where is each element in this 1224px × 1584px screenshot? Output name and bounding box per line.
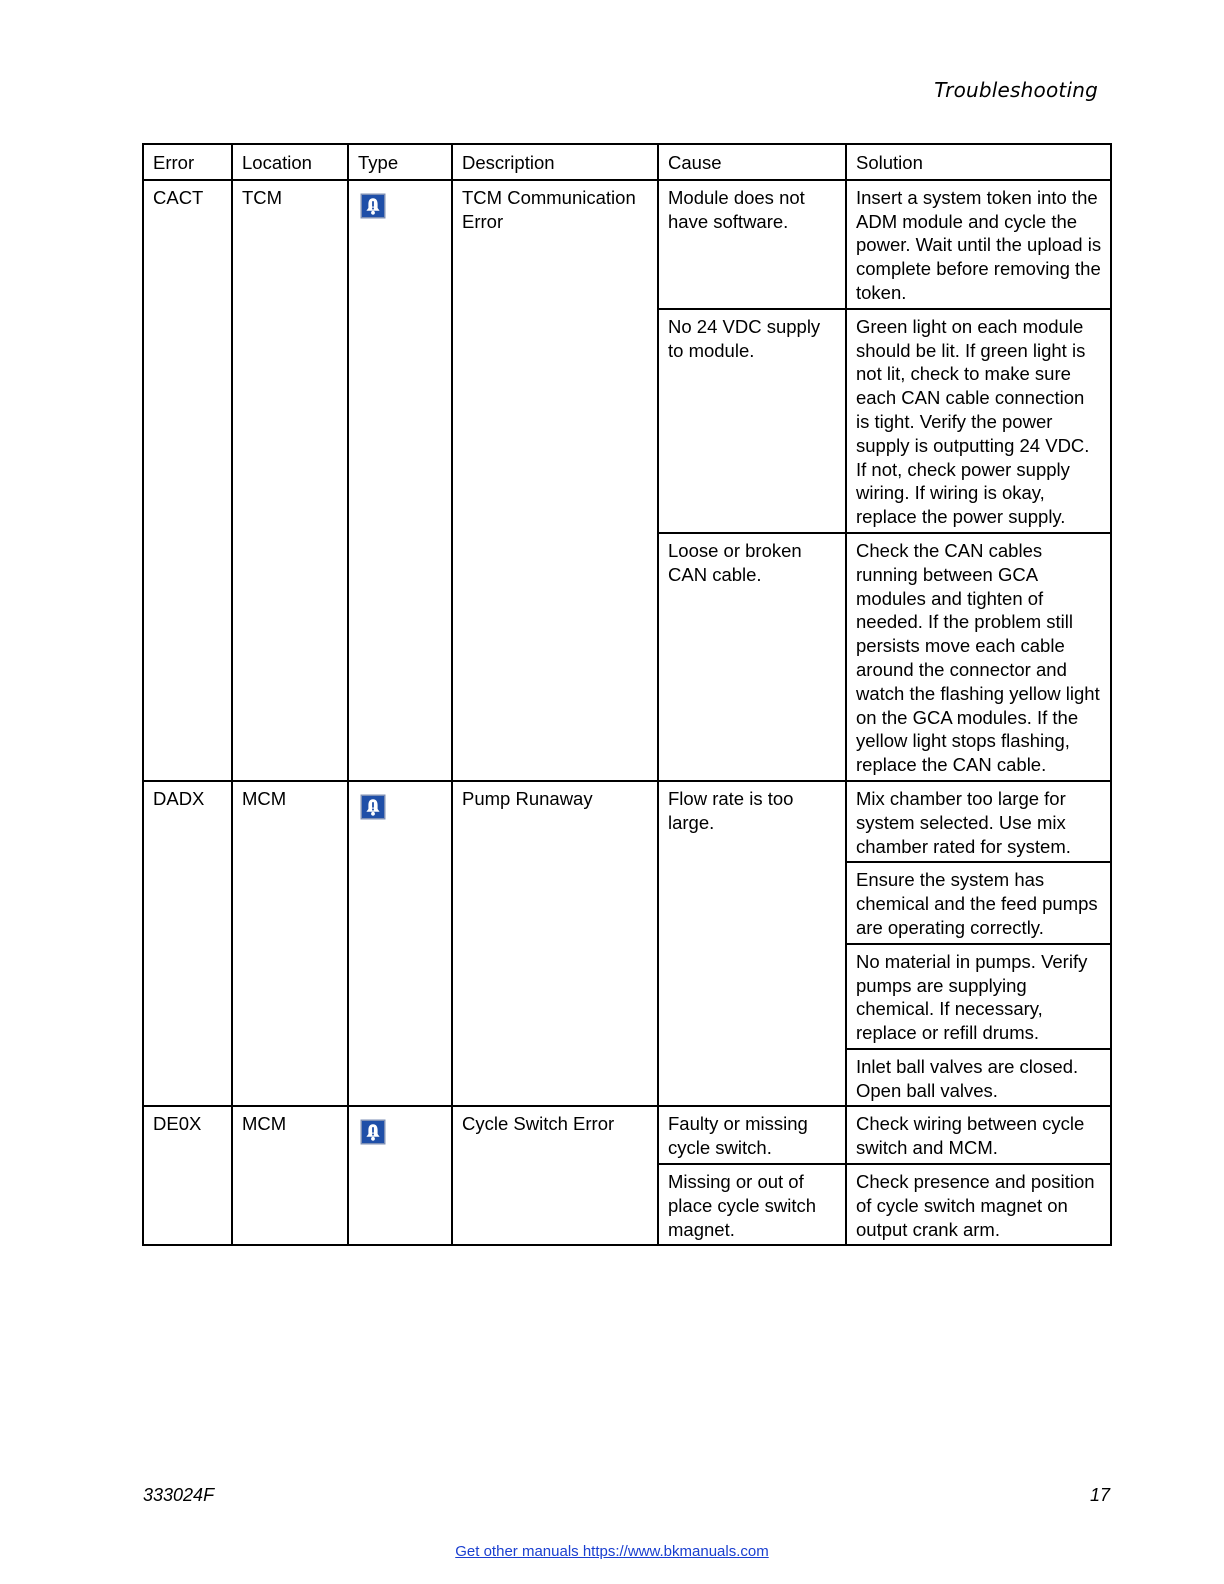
section-title: Troubleshooting xyxy=(934,78,1098,102)
solution-cell: Inlet ball valves are closed. Open ball valves. xyxy=(846,1049,1111,1107)
column-header: Solution xyxy=(846,144,1111,180)
column-header: Location xyxy=(232,144,348,180)
column-header: Description xyxy=(452,144,658,180)
table-row xyxy=(143,1106,1111,1164)
description-cell: TCM Communication Error xyxy=(452,180,658,781)
solution-cell: Mix chamber too large for system selected. Use mix chamber rated for system. xyxy=(846,781,1111,862)
column-header: Error xyxy=(143,144,232,180)
error-code-cell: CACT xyxy=(143,180,232,781)
type-cell xyxy=(348,180,452,781)
cause-cell: Flow rate is too large. xyxy=(658,781,846,1107)
cause-cell: Missing or out of place cycle switch magnet. xyxy=(658,1164,846,1245)
error-code-cell: DE0X xyxy=(143,1106,232,1245)
cause-cell: Loose or broken CAN cable. xyxy=(658,533,846,781)
document-number: 333024F xyxy=(143,1485,215,1505)
table-row xyxy=(143,180,1111,309)
location-cell: MCM xyxy=(232,781,348,1107)
alarm-icon xyxy=(360,1119,386,1145)
solution-cell: No material in pumps. Verify pumps are supplying chemical. If necessary, replace or refill drums. xyxy=(846,944,1111,1049)
solution-cell: Ensure the system has chemical and the feed pumps are operating correctly. xyxy=(846,862,1111,943)
location-cell: TCM xyxy=(232,180,348,781)
cause-cell: No 24 VDC supply to module. xyxy=(658,309,846,533)
alarm-icon xyxy=(360,193,386,219)
location-cell: MCM xyxy=(232,1106,348,1245)
solution-cell: Check the CAN cables running between GCA modules and tighten of needed. If the problem still persists move each cable around the connector and watch the flashing yellow light on the GCA modules. If the yellow light stops flashing, replace the CAN cable. xyxy=(846,533,1111,781)
error-code-cell: DADX xyxy=(143,781,232,1107)
description-cell: Pump Runaway xyxy=(452,781,658,1107)
table-header-row xyxy=(143,144,1111,180)
cause-cell: Faulty or missing cycle switch. xyxy=(658,1106,846,1164)
manuals-link[interactable]: Get other manuals https://www.bkmanuals.com xyxy=(455,1543,769,1560)
solution-cell: Insert a system token into the ADM module and cycle the power. Wait until the upload is complete before removing the token. xyxy=(846,180,1111,309)
column-header: Cause xyxy=(658,144,846,180)
cause-cell: Module does not have software. xyxy=(658,180,846,309)
alarm-icon xyxy=(360,794,386,820)
table-row xyxy=(143,781,1111,862)
solution-cell: Check wiring between cycle switch and MCM. xyxy=(846,1106,1111,1164)
description-cell: Cycle Switch Error xyxy=(452,1106,658,1245)
troubleshooting-table xyxy=(142,143,1112,1246)
type-cell xyxy=(348,1106,452,1245)
type-cell xyxy=(348,781,452,1107)
page-number: 17 xyxy=(1089,1485,1110,1505)
column-header: Type xyxy=(348,144,452,180)
table-body xyxy=(143,180,1111,1246)
solution-cell: Green light on each module should be lit. If green light is not lit, check to make sure each CAN cable connection is tight. Verify the power supply is outputting 24 VDC. If not, check power supply wiring. If wiring is okay, replace the power supply. xyxy=(846,309,1111,533)
solution-cell: Check presence and position of cycle switch magnet on output crank arm. xyxy=(846,1164,1111,1245)
